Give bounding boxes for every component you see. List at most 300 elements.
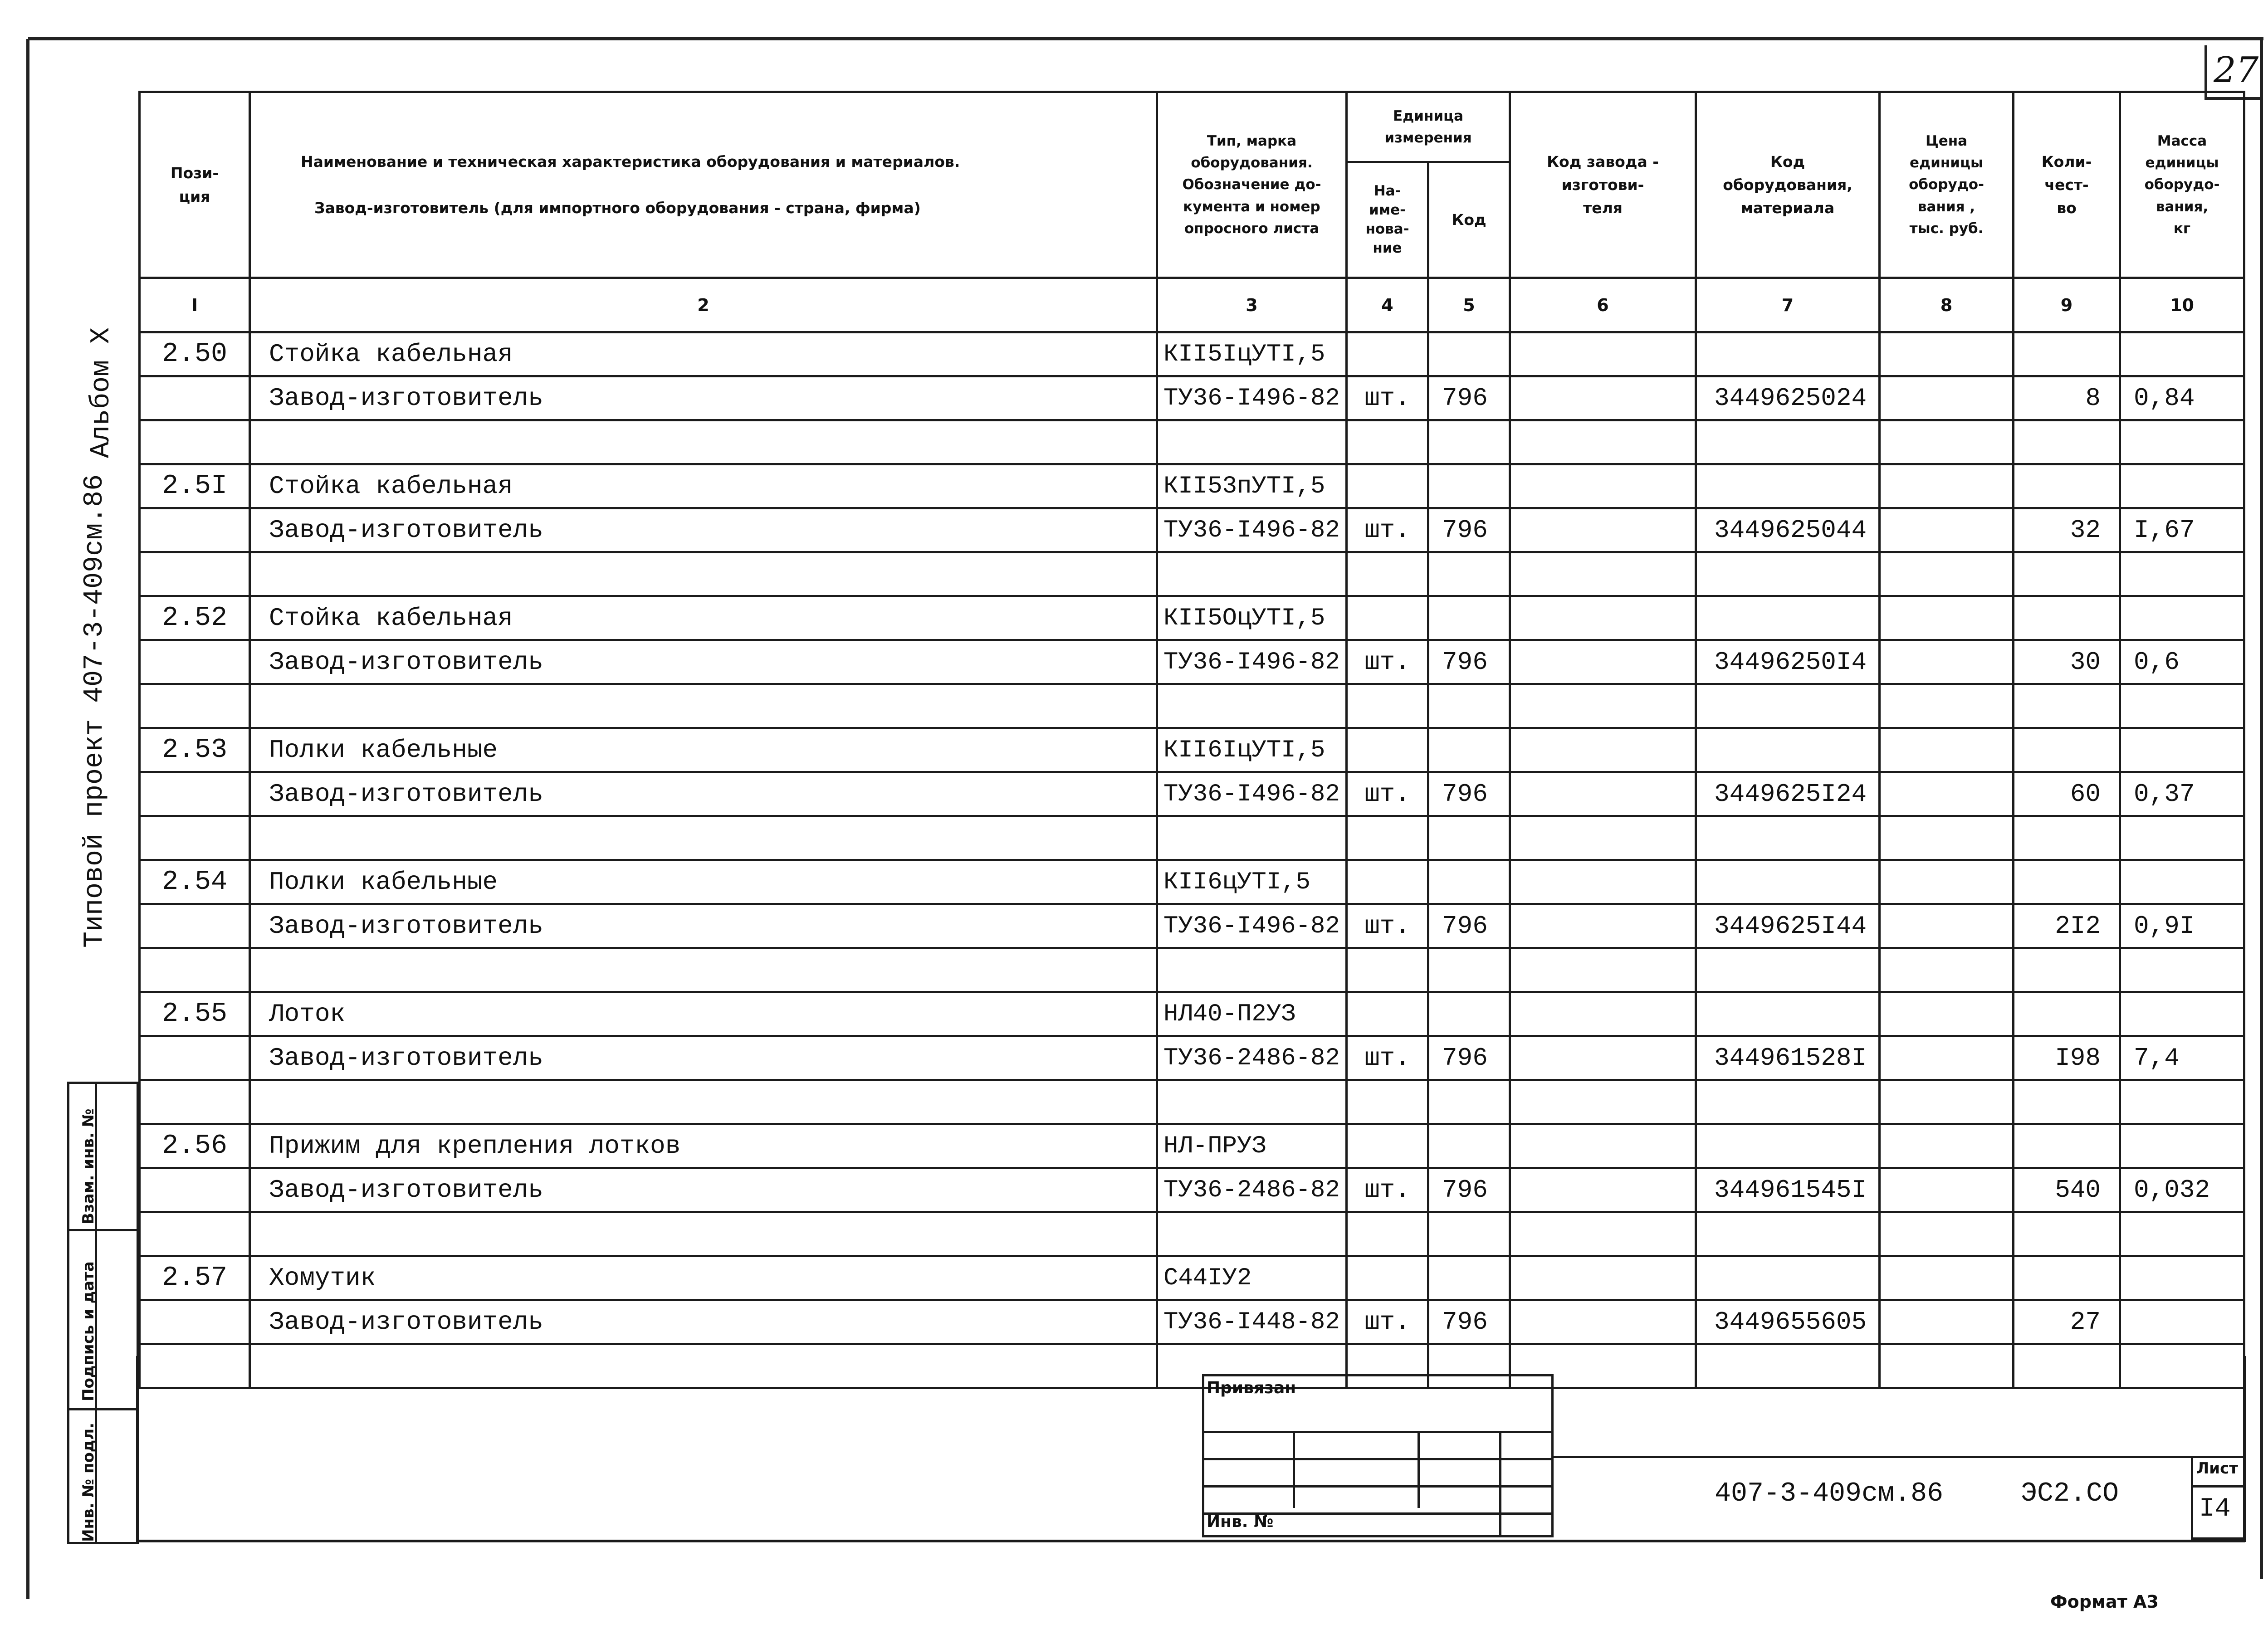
item-equipment-code: 34496250I4 [1696,640,1880,684]
item-mass: 0,032 [2120,1168,2244,1212]
spacer-cell [250,1212,1157,1256]
header-equipment-code: Код оборудования, материала [1696,92,1880,278]
maker-position-empty [140,508,250,552]
item-maker-row [140,376,2244,420]
item-type: НЛ40-П2УЗ [1157,992,1347,1036]
item-spacer-row [140,816,2244,860]
item-maker-label: Завод-изготовитель [250,376,1157,420]
spacer-cell [1510,816,1696,860]
item-maker-row [140,1300,2244,1344]
item-quantity: 2I2 [2014,904,2120,948]
item-unit-empty [1347,464,1428,508]
item-unit-code: 796 [1428,1300,1510,1344]
item-spacer-row [140,1080,2244,1124]
item-plant-empty [1510,464,1696,508]
item-mass: 0,37 [2120,772,2244,816]
spacer-cell [1880,1344,2014,1388]
spacer-cell [1510,552,1696,596]
spacer-cell [140,552,250,596]
col-num-2: 2 [250,278,1157,332]
header-position: Пози- ция [140,92,250,278]
spacer-cell [1428,1080,1510,1124]
sheet-list-number: I4 [2199,1494,2231,1524]
item-spacer-row [140,1344,2244,1388]
stamp-vzam-label: Взам. инв. № [79,1108,98,1224]
item-unit-code-empty [1428,332,1510,376]
spacer-cell [1157,816,1347,860]
spacer-cell [1696,420,1880,464]
spacer-cell [1157,420,1347,464]
stamp-inv-podl [67,1408,139,1544]
item-position: 2.52 [140,596,250,640]
item-equipment-code: 3449625I24 [1696,772,1880,816]
spacer-cell [1696,552,1880,596]
maker-position-empty [140,904,250,948]
spacer-cell [1510,420,1696,464]
sheet-list-label: Лист [2196,1459,2238,1478]
spacer-cell [1157,1080,1347,1124]
item-maker-row [140,640,2244,684]
item-qty-empty [2014,596,2120,640]
spacer-cell [1510,1080,1696,1124]
binding-label: Привязан [1207,1379,1296,1397]
maker-position-empty [140,1036,250,1080]
bottom-left-border [136,1356,139,1542]
spacer-cell [2120,1344,2244,1388]
item-document: ТУ36-2486-82 [1157,1036,1347,1080]
item-document: ТУ36-I496-82 [1157,772,1347,816]
item-document: ТУ36-I496-82 [1157,640,1347,684]
spacer-cell [1880,816,2014,860]
spacer-cell [250,948,1157,992]
item-quantity: 27 [2014,1300,2120,1344]
item-unit: шт. [1347,640,1428,684]
item-maker-row [140,1168,2244,1212]
item-type: НЛ-ПРУЗ [1157,1124,1347,1168]
item-position: 2.57 [140,1256,250,1300]
header-name [250,92,1157,278]
spacer-cell [1696,948,1880,992]
item-type: КII53пУТI,5 [1157,464,1347,508]
item-code-empty [1696,464,1880,508]
item-document: ТУ36-I496-82 [1157,376,1347,420]
item-price [1880,1168,2014,1212]
item-qty-empty [2014,728,2120,772]
spacer-cell [1880,420,2014,464]
item-unit: шт. [1347,1300,1428,1344]
spacer-cell [250,816,1157,860]
album-label: Альбом X [86,327,117,458]
item-plant-code [1510,640,1696,684]
spacer-cell [2120,1080,2244,1124]
spacer-cell [1347,552,1428,596]
item-quantity: I98 [2014,1036,2120,1080]
item-type: КII6цУТI,5 [1157,860,1347,904]
item-spacer-row [140,420,2244,464]
document-code: 407-3-409см.86 [1715,1478,1944,1509]
item-plant-empty [1510,1256,1696,1300]
item-maker-label: Завод-изготовитель [250,904,1157,948]
col-num-5: 5 [1428,278,1510,332]
document-suffix: ЭС2.СО [2021,1478,2119,1509]
item-code-empty [1696,1256,1880,1300]
item-row [140,1124,2244,1168]
spacer-cell [1347,1212,1428,1256]
col-num-10: 10 [2120,278,2244,332]
item-plant-code [1510,1300,1696,1344]
item-type: КII5IцУТI,5 [1157,332,1347,376]
item-unit-empty [1347,332,1428,376]
spacer-cell [2014,1080,2120,1124]
spacer-cell [1696,1080,1880,1124]
item-code-empty [1696,728,1880,772]
item-plant-code [1510,1168,1696,1212]
item-price-empty [1880,728,2014,772]
spacer-cell [2120,1212,2244,1256]
item-document: ТУ36-2486-82 [1157,1168,1347,1212]
header-type: Тип, марка оборудования. Обозначение до- кумента и номер опросного листа [1157,92,1347,278]
col-num-4: 4 [1347,278,1428,332]
item-unit-code: 796 [1428,1036,1510,1080]
item-price [1880,508,2014,552]
item-type: КII5ОцУТI,5 [1157,596,1347,640]
maker-position-empty [140,640,250,684]
spacer-cell [2120,420,2244,464]
item-row [140,992,2244,1036]
stamp-podpis [67,1229,139,1410]
spacer-cell [2120,816,2244,860]
spacer-cell [2014,816,2120,860]
spacer-cell [1428,1212,1510,1256]
item-plant-code [1510,376,1696,420]
column-number-row [140,278,2244,332]
paper-format: Формат А3 [2050,1592,2159,1612]
item-unit-code: 796 [1428,640,1510,684]
item-unit-empty [1347,992,1428,1036]
item-plant-empty [1510,860,1696,904]
col-num-7: 7 [1696,278,1880,332]
item-position: 2.53 [140,728,250,772]
inventory-label: Инв. № [1207,1512,1274,1531]
spacer-cell [140,816,250,860]
item-equipment-code: 3449625024 [1696,376,1880,420]
spacer-cell [1157,684,1347,728]
spacer-cell [1880,684,2014,728]
item-mass-empty [2120,596,2244,640]
item-qty-empty [2014,332,2120,376]
spacer-cell [250,684,1157,728]
bottom-border [138,1540,2245,1542]
item-price-empty [1880,1124,2014,1168]
maker-position-empty [140,772,250,816]
item-spacer-row [140,1212,2244,1256]
item-position: 2.5I [140,464,250,508]
item-document: ТУ36-I496-82 [1157,904,1347,948]
item-code-empty [1696,860,1880,904]
item-mass-empty [2120,464,2244,508]
item-price [1880,772,2014,816]
spacer-cell [250,552,1157,596]
spacer-cell [2014,684,2120,728]
spacer-cell [1880,552,2014,596]
item-row [140,860,2244,904]
item-plant-empty [1510,992,1696,1036]
spacer-cell [1428,948,1510,992]
spacer-cell [1696,816,1880,860]
col-num-1: I [140,278,250,332]
item-unit: шт. [1347,772,1428,816]
item-row [140,596,2244,640]
spacer-cell [1157,552,1347,596]
item-unit: шт. [1347,1168,1428,1212]
item-mass: I,67 [2120,508,2244,552]
item-price [1880,1036,2014,1080]
header-unit-code: Код [1428,162,1510,278]
item-mass-empty [2120,1256,2244,1300]
item-row [140,1256,2244,1300]
spacer-cell [1428,420,1510,464]
item-unit-code: 796 [1428,376,1510,420]
item-maker-label: Завод-изготовитель [250,1168,1157,1212]
item-spacer-row [140,552,2244,596]
spacer-cell [1510,1212,1696,1256]
item-mass [2120,1300,2244,1344]
item-quantity: 540 [2014,1168,2120,1212]
item-equipment-code: 3449625I44 [1696,904,1880,948]
item-plant-empty [1510,596,1696,640]
spacer-cell [2014,1344,2120,1388]
item-maker-label: Завод-изготовитель [250,508,1157,552]
item-maker-label: Завод-изготовитель [250,772,1157,816]
item-name: Стойка кабельная [250,332,1157,376]
item-plant-empty [1510,1124,1696,1168]
item-qty-empty [2014,464,2120,508]
item-position: 2.54 [140,860,250,904]
item-mass-empty [2120,728,2244,772]
item-price [1880,1300,2014,1344]
item-mass-empty [2120,1124,2244,1168]
stamp-inv-podl-label: Инв. № подл. [79,1422,98,1542]
spacer-cell [1696,1212,1880,1256]
spacer-cell [140,1080,250,1124]
item-unit-code-empty [1428,728,1510,772]
item-price-empty [1880,992,2014,1036]
frame-left-border [26,39,29,1599]
title-block-top-line [1551,1456,2245,1458]
item-unit-empty [1347,728,1428,772]
item-price-empty [1880,1256,2014,1300]
item-name: Полки кабельные [250,728,1157,772]
spacer-cell [250,1080,1157,1124]
spacer-cell [2120,684,2244,728]
item-price [1880,376,2014,420]
item-mass-empty [2120,332,2244,376]
item-name: Прижим для крепления лотков [250,1124,1157,1168]
frame-right-border [2260,37,2263,1579]
project-label: Типовой проект 407-3-409см.86 [79,474,110,948]
item-mass: 0,9I [2120,904,2244,948]
spacer-cell [140,684,250,728]
col-num-9: 9 [2014,278,2120,332]
item-spacer-row [140,948,2244,992]
item-unit-code-empty [1428,464,1510,508]
header-unit: Единица измерения [1347,92,1510,162]
col-num-8: 8 [1880,278,2014,332]
spacer-cell [1347,948,1428,992]
item-equipment-code: 3449655605 [1696,1300,1880,1344]
item-plant-code [1510,772,1696,816]
header-row-1 [140,92,2244,162]
item-maker-row [140,772,2244,816]
spacer-cell [1428,684,1510,728]
item-code-empty [1696,1124,1880,1168]
item-maker-row [140,904,2244,948]
spacer-cell [1157,948,1347,992]
item-code-empty [1696,332,1880,376]
item-unit-code: 796 [1428,904,1510,948]
spacer-cell [140,948,250,992]
header-quantity: Коли- чест- во [2014,92,2120,278]
spacer-cell [1347,816,1428,860]
item-maker-label: Завод-изготовитель [250,1036,1157,1080]
spacer-cell [1880,1080,2014,1124]
item-unit-code: 796 [1428,508,1510,552]
item-price [1880,904,2014,948]
item-quantity: 60 [2014,772,2120,816]
spacer-cell [1428,552,1510,596]
specification-table [138,91,2245,1389]
item-unit: шт. [1347,1036,1428,1080]
maker-position-empty [140,1168,250,1212]
item-plant-code [1510,508,1696,552]
item-mass-empty [2120,992,2244,1036]
spacer-cell [1347,684,1428,728]
spacer-cell [1880,948,2014,992]
item-qty-empty [2014,860,2120,904]
item-type: КII6IцУТI,5 [1157,728,1347,772]
item-maker-row [140,1036,2244,1080]
item-mass: 0,84 [2120,376,2244,420]
maker-position-empty [140,376,250,420]
header-name-line1: Наименование и техническая характеристика оборудования и материалов. [301,153,960,171]
item-name: Стойка кабельная [250,596,1157,640]
spacer-cell [1347,420,1428,464]
item-equipment-code: 344961545I [1696,1168,1880,1212]
item-maker-label: Завод-изготовитель [250,1300,1157,1344]
item-mass: 0,6 [2120,640,2244,684]
spacer-cell [1510,948,1696,992]
item-code-empty [1696,596,1880,640]
sheet-number-handwritten: 27 [2214,50,2259,91]
spacer-cell [250,1344,1157,1388]
spacer-cell [2120,948,2244,992]
item-plant-empty [1510,332,1696,376]
item-unit-code-empty [1428,596,1510,640]
item-type: С44IУ2 [1157,1256,1347,1300]
item-price-empty [1880,332,2014,376]
item-name: Стойка кабельная [250,464,1157,508]
spacer-cell [2014,420,2120,464]
spacer-cell [1696,1344,1880,1388]
header-plant-code: Код завода - изготови- теля [1510,92,1696,278]
item-qty-empty [2014,992,2120,1036]
spacer-cell [2014,948,2120,992]
header-price: Цена единицы оборудо- вания , тыс. руб. [1880,92,2014,278]
item-name: Полки кабельные [250,860,1157,904]
header-mass: Масса единицы оборудо- вания, кг [2120,92,2244,278]
item-unit-code-empty [1428,992,1510,1036]
col-num-6: 6 [1510,278,1696,332]
item-unit-code-empty [1428,1124,1510,1168]
stamp-podpis-label: Подпись и дата [79,1261,98,1401]
item-quantity: 32 [2014,508,2120,552]
item-row [140,464,2244,508]
item-qty-empty [2014,1256,2120,1300]
item-position: 2.55 [140,992,250,1036]
spacer-cell [140,420,250,464]
frame-top-border [28,37,2263,40]
header-unit-name: На- име- нова- ние [1347,162,1428,278]
spacer-cell [2014,552,2120,596]
item-quantity: 8 [2014,376,2120,420]
spacer-cell [140,1212,250,1256]
item-quantity: 30 [2014,640,2120,684]
header-name-line2: Завод-изготовитель (для импортного оборудования - страна, фирма) [314,199,921,217]
col-num-3: 3 [1157,278,1347,332]
item-position: 2.56 [140,1124,250,1168]
item-qty-empty [2014,1124,2120,1168]
spacer-cell [1428,816,1510,860]
item-unit-empty [1347,1256,1428,1300]
item-equipment-code: 3449625044 [1696,508,1880,552]
stamp-vzam-inv [67,1082,139,1231]
item-row [140,728,2244,772]
item-plant-empty [1510,728,1696,772]
item-document: ТУ36-I448-82 [1157,1300,1347,1344]
spacer-cell [250,420,1157,464]
item-equipment-code: 344961528I [1696,1036,1880,1080]
item-name: Лоток [250,992,1157,1036]
item-unit: шт. [1347,376,1428,420]
spacer-cell [1880,1212,2014,1256]
items-body [140,332,2244,1388]
item-unit-code-empty [1428,1256,1510,1300]
item-spacer-row [140,684,2244,728]
item-plant-code [1510,904,1696,948]
item-unit-empty [1347,1124,1428,1168]
item-unit-code-empty [1428,860,1510,904]
item-unit: шт. [1347,904,1428,948]
item-document: ТУ36-I496-82 [1157,508,1347,552]
item-plant-code [1510,1036,1696,1080]
item-mass: 7,4 [2120,1036,2244,1080]
item-unit-code: 796 [1428,772,1510,816]
item-unit: шт. [1347,508,1428,552]
item-price [1880,640,2014,684]
item-maker-label: Завод-изготовитель [250,640,1157,684]
spacer-cell [2014,1212,2120,1256]
item-price-empty [1880,596,2014,640]
spacer-cell [1510,684,1696,728]
spacer-cell [1696,684,1880,728]
item-unit-code: 796 [1428,1168,1510,1212]
item-name: Хомутик [250,1256,1157,1300]
spacer-cell [2120,552,2244,596]
item-position: 2.50 [140,332,250,376]
spacer-cell [1157,1212,1347,1256]
item-unit-empty [1347,596,1428,640]
item-code-empty [1696,992,1880,1036]
